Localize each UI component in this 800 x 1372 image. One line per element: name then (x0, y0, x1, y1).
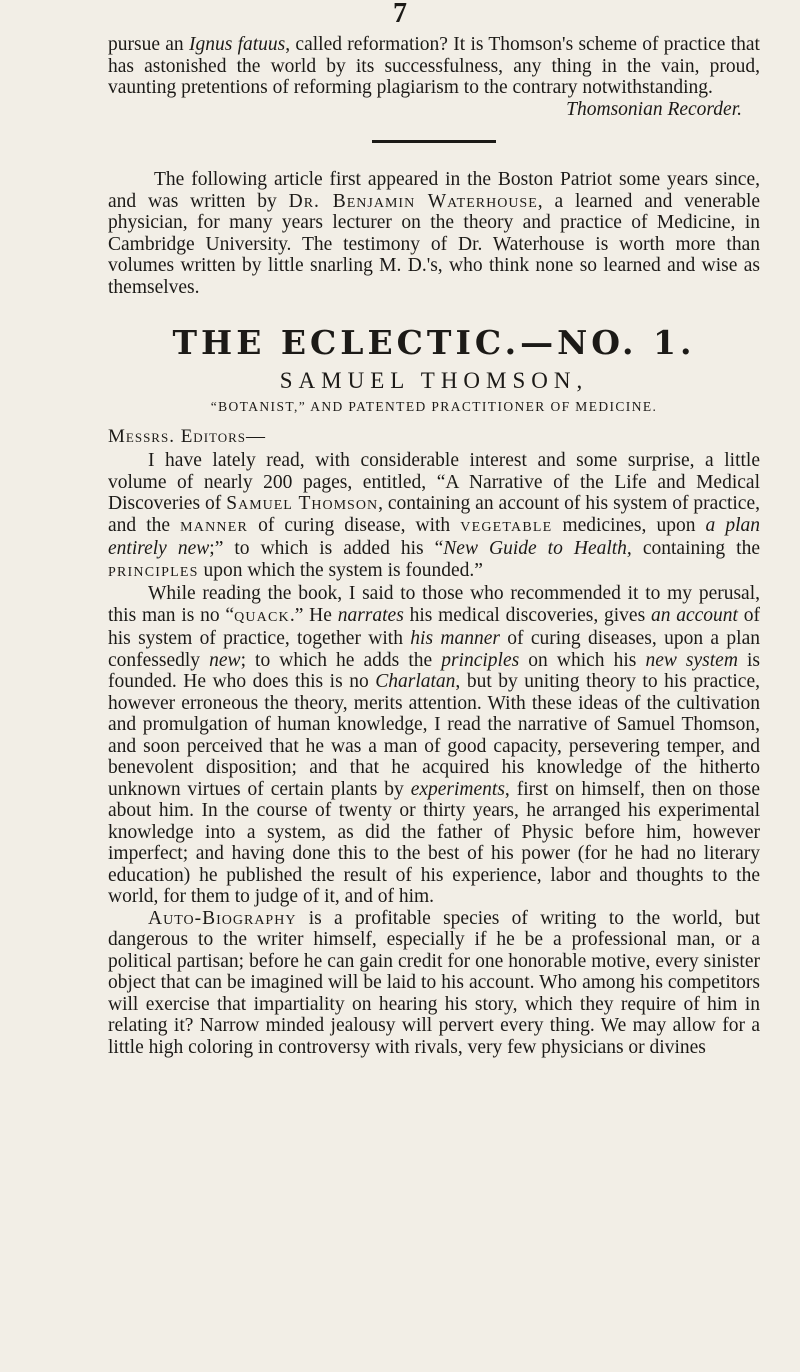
epigraph-text: pursue an Ignus fatuus, called reformation? It is Thomson's scheme of practice that has astonished the world by its successfulness, any thing in the vain, proud, vaunting pretentions of reforming plagiarism to the contrary notwithstanding. (108, 34, 760, 98)
author-name: Dr. Benjamin Waterhouse (288, 190, 538, 212)
article-headline: THE ECLECTIC.—NO. 1. (172, 323, 696, 362)
article-subtitle: “BOTANIST,” AND PATENTED PRACTITIONER OF MEDICINE. (210, 399, 658, 414)
intro-paragraph: The following article first appeared in the Boston Patriot some years since, and was written by Dr. Benjamin Waterhouse, a learned and venerable physician, for many years lecturer on the theory and practice of Medicine, in Cambridge University. The testimony of Dr. Waterhouse is worth more than volumes written by little snarling M. D.'s, who think none so learned and wise as themselves. (108, 169, 761, 298)
page-number: 7 (393, 0, 407, 29)
epigraph-italic: Ignus fatuus (188, 34, 286, 55)
paragraph-1: I have lately read, with considerable interest and some surprise, a little volume of nearly 200 pages, entitled, “A Narrative of the Life and Medical Discoveries of Samuel Thomson, containing an account of his system of practice, and the MANNER of curing disease, with VEGETABLE medicines, upon a plan entirely new;” to which is added his “New Guide to Health, containing the PRINCIPLES upon which the system is founded.” (108, 450, 761, 581)
section-divider (372, 140, 496, 143)
salutation: Messrs. Editors— (108, 426, 267, 447)
article-name: SAMUEL THOMSON, (279, 368, 589, 393)
paragraph-2: While reading the book, I said to those who recommended it to my perusal, this man is no “QUACK.” He narrates his medical discoveries, gives an account of his system of practice, together with his manner of curing diseases, upon a plan confessedly new; to which he adds the principles on which his new system is founded. He who does this is no Charlatan, but by uniting theory to his practice, however erroneous the theory, merits attention. With these ideas of the cultivation and promulgation of human knowledge, I read the narrative of Samuel Thomson, and soon perceived that he was a man of good capacity, persevering temper, and benevolent disposition; and that he acquired his knowledge of the hitherto unknown virtues of certain plants by experiments, first on himself, then on those about him. In the course of twenty or thirty years, he arranged his experimental knowledge into a system, as did the father of Physic before him, however imperfect; and having done this to the best of his power (for he had no literary education) he published the result of his experience, labor and thoughts to the world, for them to judge of it, and of him. (108, 583, 761, 907)
epigraph-attribution: Thomsonian Recorder. (566, 98, 742, 120)
paragraph-3: Auto-Biography is a profitable species of writing to the world, but dangerous to the writer himself, especially if he be a professional man, or a political partisan; before he can gain credit for one honorable motive, every sinister object that can be imagined will be laid to his account. Who among his competitors will exercise that impartiality on hearing his story, which they require of him in relating it? Narrow minded jealousy will pervert every thing. We may allow for a little high coloring in controversy with rivals, very few physicians or divines (108, 907, 760, 1058)
